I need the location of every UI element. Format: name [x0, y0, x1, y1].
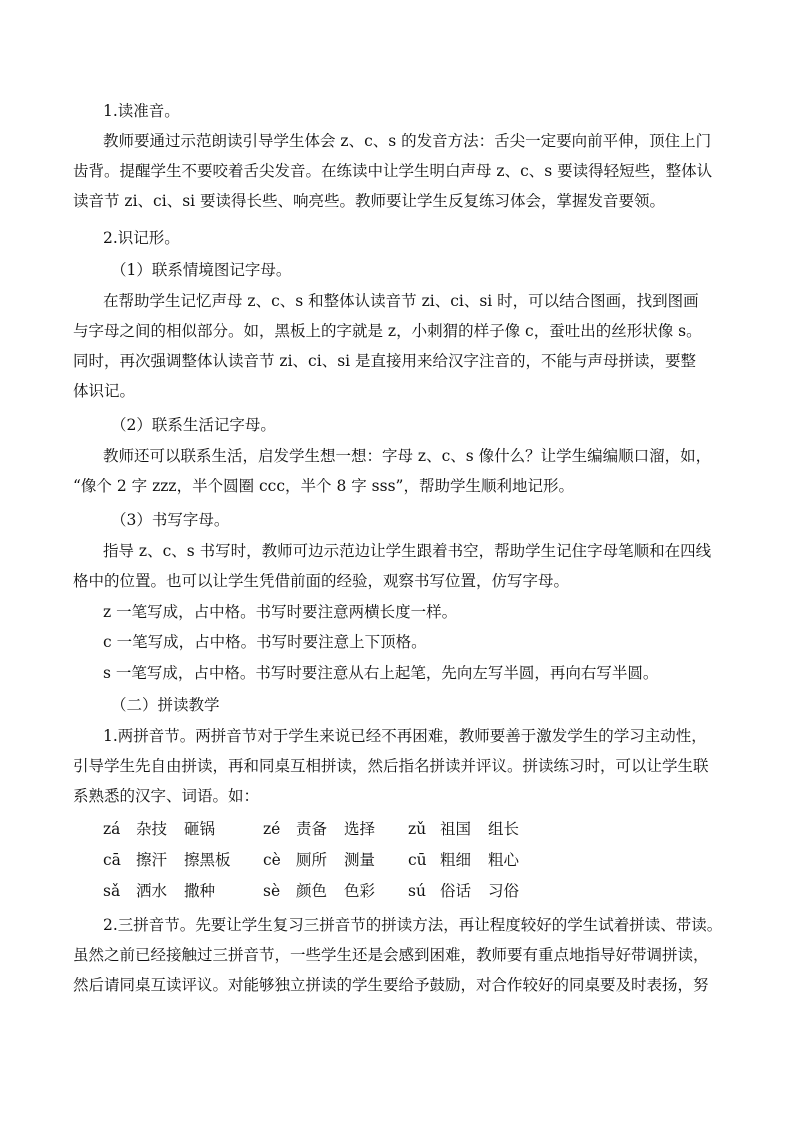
pinyin-syllable: sè: [263, 882, 281, 900]
paragraph-line: z 一笔写成，占中格。书写时要注意两横长度一样。: [103, 603, 458, 621]
pinyin-syllable: sǎ: [103, 882, 121, 900]
paragraph-line: 与字母之间的相似部分。如，黑板上的字就是 z，小刺猬的样子像 c，蚕吐出的丝形状像 s。: [73, 322, 702, 340]
paragraph-line: 在帮助学生记忆声母 z、c、s 和整体认读音节 zi、ci、si 时，可以结合图画，找到图画: [103, 292, 699, 310]
paragraph-line: 虽然之前已经接触过三拼音节，一些学生还是会感到困难，教师要有重点地指导好带调拼读，: [73, 946, 709, 964]
pinyin-syllable: cū: [408, 851, 427, 869]
example-word: 厕所: [296, 851, 328, 869]
section-heading-spelling: （二）拼读教学: [111, 696, 220, 714]
paragraph-line: 系熟悉的汉字、词语。如：: [73, 787, 260, 805]
example-word: 洒水: [136, 882, 168, 900]
example-word: 选择: [344, 820, 376, 838]
pinyin-row: [103, 876, 723, 906]
paragraph-line: 格中的位置。也可以让学生凭借前面的经验，观察书写位置，仿写字母。: [73, 572, 570, 590]
example-word: 测量: [344, 851, 376, 869]
paragraph-line: 引导学生先自由拼读，再和同桌互相拼读，然后指名拼读并评议。拼读练习时，可以让学生联: [73, 757, 709, 775]
paragraph-line: c 一笔写成，占中格。书写时要注意上下顶格。: [103, 633, 427, 651]
pinyin-row: [103, 814, 723, 844]
subheading-1: （1）联系情境图记字母。: [111, 261, 292, 279]
example-word: 擦黑板: [184, 851, 231, 869]
example-word: 颜色: [296, 882, 328, 900]
pinyin-syllable: zé: [263, 820, 281, 838]
subheading-2: （2）联系生活记字母。: [111, 416, 276, 434]
subheading-3: （3）书写字母。: [111, 511, 230, 529]
example-word: 组长: [488, 820, 520, 838]
example-word: 俗话: [440, 882, 472, 900]
paragraph-line: 2.三拼音节。先要让学生复习三拼音节的拼读方法，再让程度较好的学生试着拼读、带读。: [103, 916, 723, 934]
pinyin-syllable: sú: [408, 882, 426, 900]
example-word: 杂技: [136, 820, 168, 838]
example-word: 色彩: [344, 882, 376, 900]
paragraph-line: 读音节 zi、ci、si 要读得长些、响亮些。教师要让学生反复练习体会，掌握发音要领。: [73, 192, 666, 210]
example-word: 责备: [296, 820, 328, 838]
example-word: 祖国: [440, 820, 472, 838]
paragraph-line: 齿背。提醒学生不要咬着舌尖发音。在练读中让学生明白声母 z、c、s 要读得轻短些，整体认: [73, 162, 713, 180]
example-word: 砸锅: [184, 820, 216, 838]
paragraph-line: 1.两拼音节。两拼音节对于学生来说已经不再困难，教师要善于激发学生的学习主动性，: [103, 727, 707, 745]
pinyin-syllable: cā: [103, 851, 121, 869]
pinyin-syllable: zǔ: [408, 820, 427, 838]
paragraph-line: 教师还可以联系生活，启发学生想一想：字母 z、c、s 像什么？让学生编编顺口溜，如，: [103, 447, 712, 465]
paragraph-line: s 一笔写成，占中格。书写时要注意从右上起笔，先向左写半圆，再向右写半圆。: [103, 664, 659, 682]
heading-read-sound: 1.读准音。: [103, 102, 180, 120]
paragraph-line: 然后请同桌互读评议。对能够独立拼读的学生要给予鼓励，对合作较好的同桌要及时表扬，努: [73, 976, 709, 994]
example-word: 擦汗: [136, 851, 168, 869]
paragraph-line: “像个 2 字 zzz，半个圆圈 ccc，半个 8 字 sss”，帮助学生顺利地记形。: [73, 477, 574, 495]
paragraph-line: 体识记。: [73, 382, 136, 400]
paragraph-line: 教师要通过示范朗读引导学生体会 z、c、s 的发音方法：舌尖一定要向前平伸，顶住上门: [103, 132, 712, 150]
pinyin-row: [103, 845, 723, 875]
example-word: 粗心: [488, 851, 520, 869]
paragraph-line: 指导 z、c、s 书写时，教师可边示范边让学生跟着书空，帮助学生记住字母笔顺和在四线: [103, 542, 712, 560]
example-word: 粗细: [440, 851, 472, 869]
example-word: 撒种: [184, 882, 216, 900]
paragraph-line: 同时，再次强调整体认读音节 zi、ci、si 是直接用来给汉字注音的，不能与声母拼读，要整: [73, 352, 697, 370]
example-word: 习俗: [488, 882, 520, 900]
heading-recognize-shape: 2.识记形。: [103, 229, 180, 247]
pinyin-syllable: zá: [103, 820, 121, 838]
pinyin-syllable: cè: [263, 851, 281, 869]
